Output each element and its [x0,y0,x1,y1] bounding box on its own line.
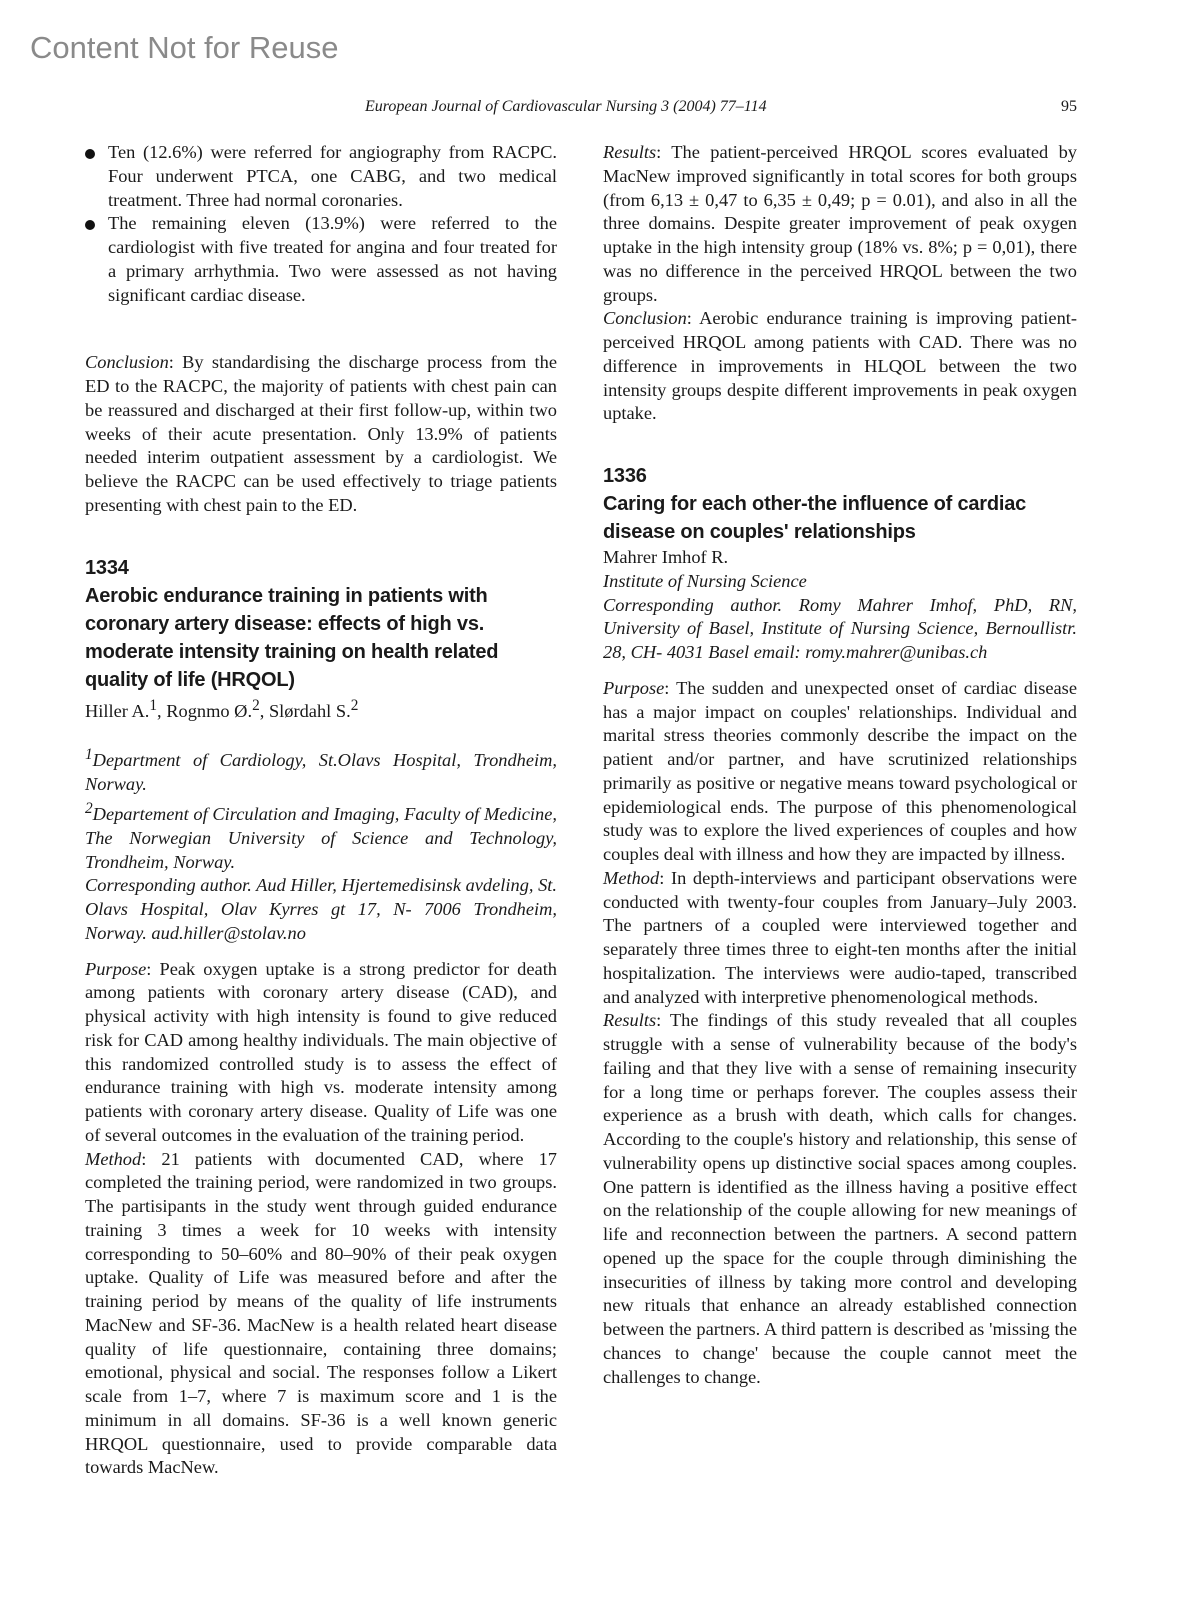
author-list: Mahrer Imhof R. [603,547,729,567]
method-paragraph [85,1148,557,1481]
author-name: Rognmo Ø. [166,700,253,721]
bullet-list [85,141,557,307]
section-text: : The sudden and unexpected onset of cardiac disease has a major impact on couples' relationships. Individual and marital stress theories commonly describe the impact on the patient and/or partner, and have scrutinized relationships primarily as positive or negative means toward psychological or epidemiological ends. The purpose of this phenomenological study was to explore the lived experiences of couples and how couples deal with illness and how they are impacted by illness. [603,677,1077,864]
section-text: : Aerobic endurance training is improving patient-perceived HRQOL among patients with CAD. There was no difference in improvements in HLQOL between the two intensity groups despite different improvements in peak oxygen uptake. [603,308,1077,424]
author-name: Slørdahl S. [268,700,351,721]
bullet-icon [85,220,95,230]
conclusion-paragraph [85,351,557,517]
page-number: 95 [1061,98,1077,115]
affiliation-sup: 1 [85,746,93,764]
author-sup: 1 [149,696,158,714]
list-item [85,141,557,212]
affiliation-sup: 2 [85,800,93,817]
abstract-number: 1336 [603,465,647,487]
abstract-title: Aerobic endurance training in patients with coronary artery disease: effects of high vs. moderate intensity training on health related quality of life (HRQOL) [85,584,499,691]
author-sup: 2 [252,696,260,714]
author-sup: 2 [350,696,359,714]
affiliation-text: Department of Cardiology, St.Olavs Hospital, Trondheim, Norway. [85,750,557,795]
results-paragraph [603,141,1077,307]
bullet-text: Ten (12.6%) were referred for angiography from RACPC. Four underwent PTCA, one CABG, and two medical treatment. Three had normal coronaries. [108,142,557,210]
author-name: Hiller A. [85,700,150,721]
section-label: Conclusion [85,352,169,373]
affiliation-text: Departement of Circulation and Imaging, Faculty of Medicine, The Norwegian University of Science and Technology, Trondheim, Norway. [85,804,557,872]
conclusion-paragraph [603,307,1077,426]
bullet-text: The remaining eleven (13.9%) were referred to the cardiologist with five treated for angina and four treated for a primary arrhythmia. Two were assessed as not having significant cardiac disease. [108,213,557,305]
section-text: : By standardising the discharge process from the ED to the RACPC, the majority of patients with chest pain can be reassured and discharged at their first follow-up, within two weeks of their acute presentation. Only 13.9% of patients needed interim outpatient assessment by a cardiologist. We believe the RACPC can be used effectively to triage patients presenting with chest pain to the ED. [85,352,557,515]
purpose-paragraph [603,677,1077,867]
results-paragraph [603,1009,1077,1389]
bullet-icon [85,149,95,159]
method-paragraph [603,867,1077,1010]
corresponding-author: Corresponding author. Romy Mahrer Imhof, PhD, RN, University of Basel, Institute of Nursing Science, Bernoullistr. 28, CH- 4031 Basel email: romy.mahrer@unibas.ch [603,594,1077,662]
running-head: European Journal of Cardiovascular Nursing 3 (2004) 77–114 [365,98,767,115]
section-label: Method [85,1148,142,1169]
affiliation: Institute of Nursing Science [603,570,807,591]
section-text: : The findings of this study revealed that all couples struggle with a sense of vulnerability because of the body's failing and that they live with a sense of remaining insecurity for a long time or perhaps forever. The couples assess their experience as a brush with death, which calls for changes. According to the couple's history and relationship, this sense of vulnerability opens up distinctive social spaces among couples. One pattern is identified as the illness having a positive effect on the relationship of the couple allowing for new meanings of life and reconnection between the partners. A second pattern opened up the space for the couple through diminishing the insecurities of illness by taking more control and developing new rituals that enhance an already established connection between the partners. A third pattern is described as 'missing the chances to change' because the couple cannot meet the challenges to change. [603,1010,1077,1387]
abstract-number: 1334 [85,556,129,579]
section-text: : In depth-interviews and participant observations were conducted with twenty-four couples from January–July 2003. The partners of a coupled were interviewed together and separately three times three to eight-ten months after the initial hospitalization. The interviews were audio-taped, transcribed and analyzed with interpretive phenomenological methods. [603,867,1077,1007]
list-item [85,212,557,307]
affiliation [85,797,557,874]
author-list: Hiller A.$^1$, Rognmo Ø.$^2$, Slørdahl S.$^2$ [85,696,359,721]
abstract-title: Caring for each other-the influence of cardiac disease on couples' relationships [603,493,1027,543]
right-column [603,141,1077,1389]
section-label: Conclusion [603,308,687,329]
section-label: Purpose [603,677,665,698]
section-label: Results [603,142,657,162]
section-text: : Peak oxygen uptake is a strong predictor for death among patients with coronary artery disease (CAD), and physical activity with high intensity is found to give reduced risk for CAD among healthy individuals. The main objective of this randomized controlled study is to assess the effect of endurance training with high vs. moderate intensity among patients with coronary artery disease. Quality of Life was one of several outcomes in the evaluation of the training period. [85,958,557,1145]
affiliation [85,743,557,797]
corresponding-author: Corresponding author. Aud Hiller, Hjertemedisinsk avdeling, St. Olavs Hospital, Olav Kyrres gt 17, N- 7006 Trondheim, Norway. aud.hiller@stolav.no [85,875,558,943]
section-label: Method [603,867,660,888]
section-label: Results [603,1010,657,1031]
purpose-paragraph [85,958,557,1148]
section-text: : The patient-perceived HRQOL scores evaluated by MacNew improved significantly in total scores for both groups (from 6,13 ± 0,47 to 6,35 ± 0,49; p = 0.01), and also in all the three domains. Despite greater improvement of peak oxygen uptake in the high intensity group (18% vs. 8%; p = 0,01), there was no difference in the perceived HRQOL between the two groups. [603,142,1077,305]
section-text: : 21 patients with documented CAD, where 17 completed the training period, were randomized in two groups. The partisipants in the study went through guided endurance training 3 times a week for 10 weeks with intensity corresponding to 50–60% and 80–90% of their peak oxygen uptake. Quality of Life was measured before and after the training period by means of the quality of life instruments MacNew and SF-36. MacNew is a health related heart disease quality of life questionnaire, containing three domains; emotional, physical and social. The responses follow a Likert scale from 1–7, where 7 is maximum score and 1 is the minimum in all domains. SF-36 is a well known generic HRQOL questionnaire, used to provide comparable data towards MacNew. [85,1148,557,1478]
left-column [85,141,557,1480]
section-label: Purpose [85,958,147,979]
watermark: Content Not for Reuse [30,30,339,65]
